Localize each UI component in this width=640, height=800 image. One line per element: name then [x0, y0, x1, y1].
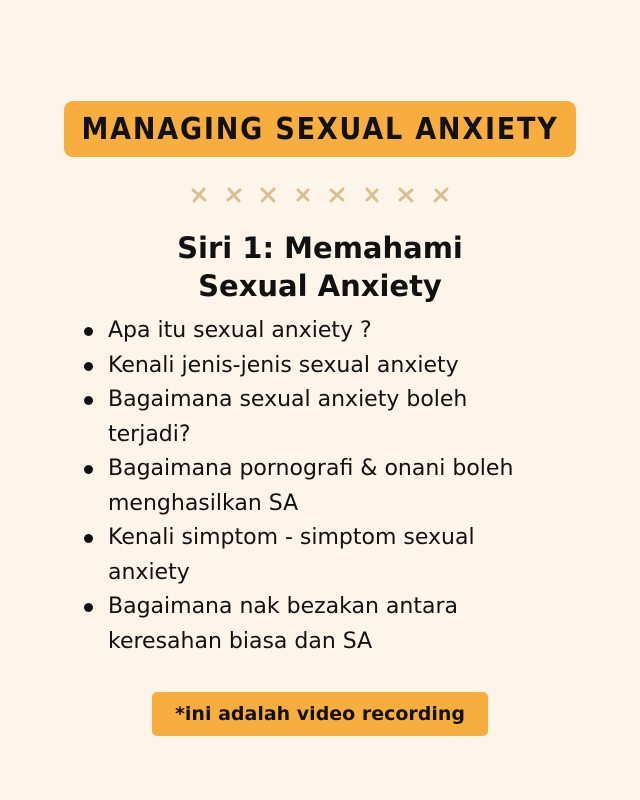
list-item-text: Bagaimana nak bezakan antara keresahan biasa dan SA — [108, 594, 458, 654]
cross-stitch-icon — [361, 184, 383, 206]
decorative-divider — [188, 183, 452, 207]
bullet-icon — [84, 327, 93, 336]
cross-stitch-icon — [395, 184, 417, 206]
footer-note: *ini adalah video recording — [174, 703, 466, 725]
list-item-text: Kenali simptom - simptom sexual anxiety — [108, 525, 475, 585]
series-heading — [120, 229, 520, 305]
cross-stitch-icon — [188, 184, 210, 206]
bullet-icon — [84, 603, 93, 612]
list-item-text: Apa itu sexual anxiety ? — [108, 318, 372, 343]
list-item-text: Bagaimana pornografi & onani boleh menghasilkan SA — [108, 456, 514, 516]
list-item — [84, 452, 554, 521]
cross-stitch-icon — [326, 184, 348, 206]
page-title: MANAGING SEXUAL ANXIETY — [81, 111, 559, 147]
list-item — [84, 383, 554, 452]
cross-stitch-icon — [430, 184, 452, 206]
cross-stitch-icon — [257, 184, 279, 206]
list-item — [84, 314, 554, 349]
title-banner — [64, 101, 576, 157]
series-heading-line-2: Sexual Anxiety — [198, 269, 442, 303]
cross-stitch-icon — [292, 184, 314, 206]
bullet-icon — [84, 362, 93, 371]
series-heading-line-1: Siri 1: Memahami — [177, 231, 463, 265]
list-item-text: Kenali jenis-jenis sexual anxiety — [108, 352, 459, 378]
footer-badge — [152, 692, 488, 736]
bullet-icon — [84, 465, 93, 474]
list-item — [84, 521, 554, 590]
bullet-icon — [84, 396, 93, 405]
list-item — [84, 349, 554, 384]
topic-list — [84, 314, 554, 659]
list-item-text: Bagaimana sexual anxiety boleh terjadi? — [108, 387, 468, 447]
list-item — [84, 590, 554, 659]
bullet-icon — [84, 534, 93, 543]
cross-stitch-icon — [223, 184, 245, 206]
